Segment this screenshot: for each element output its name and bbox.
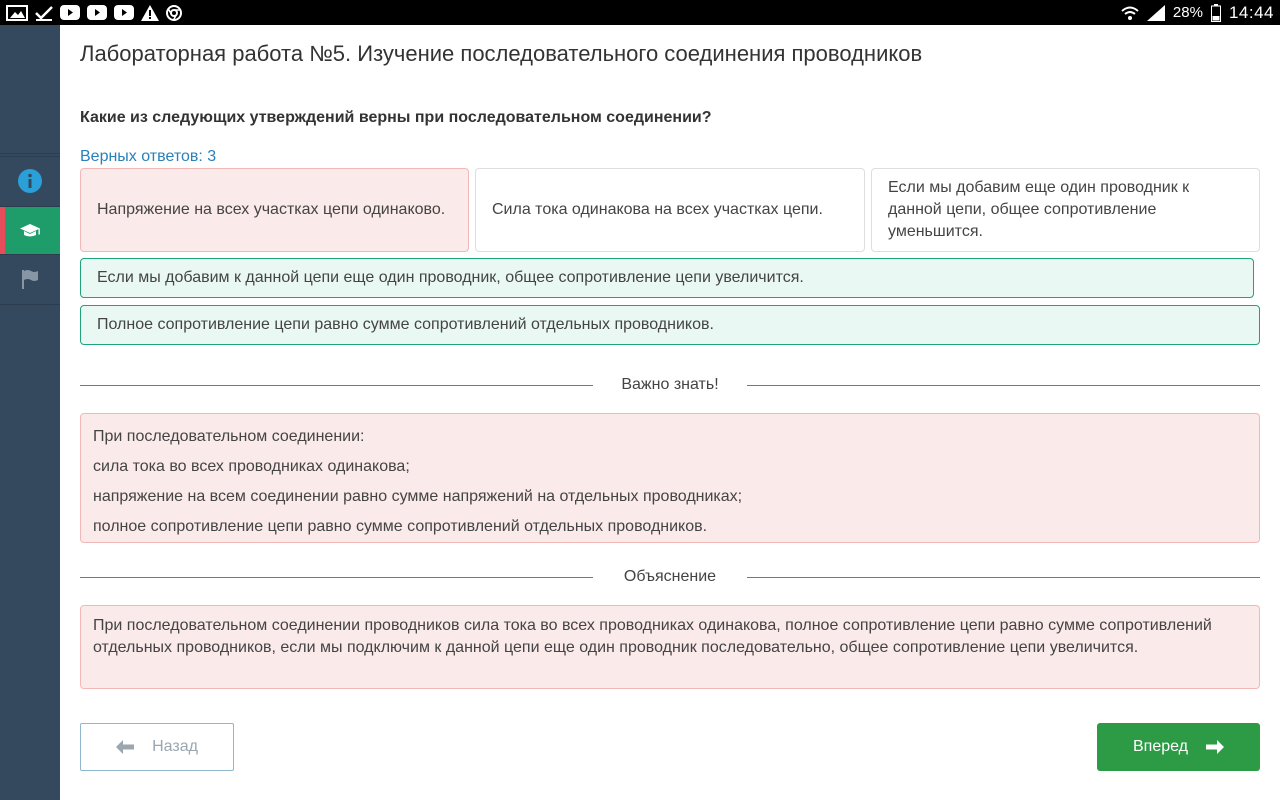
important-box [80,413,1260,543]
youtube-icon [60,5,80,20]
important-line: полное сопротивление цепи равно сумме сопротивлений отдельных проводников. [93,518,708,535]
youtube-icon [87,5,107,20]
important-line: сила тока во всех проводниках одинакова; [93,458,410,475]
answer-option-2[interactable] [475,168,865,252]
check-icon [35,5,53,21]
back-button-label: Назад [152,738,198,755]
sidebar-item-info[interactable] [0,156,60,204]
sidebar [0,25,60,800]
flag-icon [20,269,40,289]
sidebar-item-flag[interactable] [0,254,60,302]
page-title: Лабораторная работа №5. Изучение последовательного соединения проводников [80,41,923,66]
arrow-right-icon [1206,740,1224,754]
graduation-cap-icon [19,223,41,239]
explanation-box [80,605,1260,689]
explanation-text: При последовательном соединении проводников сила тока во всех проводниках одинакова, полное сопротивление цепи равно сумме сопротивлений отдельных проводников, если мы подключим к данной цепи еще один проводник последовательно, общее сопротивление цепи увеличится. [93,617,1212,656]
question-text: Какие из следующих утверждений верны при последовательном соединении? [80,109,712,126]
next-button-label: Вперед [1132,738,1188,755]
battery-icon [1211,4,1221,22]
answer-text: Сила тока одинакова на всех участках цепи. [492,201,823,218]
correct-answers-count: Верных ответов: 3 [80,148,217,165]
important-heading: Важно знать! [621,376,719,393]
battery-percent: 28% [1172,4,1203,21]
back-button[interactable] [80,723,234,771]
next-button[interactable] [1097,723,1260,771]
gallery-icon [6,5,28,21]
sidebar-item-learn[interactable] [0,206,60,254]
important-line: При последовательном соединении: [93,428,365,445]
answer-text: Если мы добавим еще один проводник к данной цепи, общее сопротивление уменьшится. [888,179,1190,240]
answer-text: Полное сопротивление цепи равно сумме сопротивлений отдельных проводников. [97,316,714,333]
answer-option-4[interactable] [80,258,1254,298]
answer-text: Напряжение на всех участках цепи одинаково. [97,201,446,218]
answer-text: Если мы добавим к данной цепи еще один проводник, общее сопротивление цепи увеличится. [97,269,804,286]
signal-icon [1147,5,1165,21]
warning-icon [141,5,159,21]
answer-option-5[interactable] [80,305,1260,345]
notification-icons [6,5,182,21]
youtube-icon [114,5,134,20]
clock: 14:44 [1228,2,1274,22]
answer-option-3[interactable] [871,168,1260,252]
important-line: напряжение на всем соединении равно сумме напряжений на отдельных проводниках; [93,488,743,505]
explanation-divider [80,566,1260,588]
explanation-heading: Объяснение [623,568,717,585]
info-icon [17,168,43,194]
answer-option-1[interactable] [80,168,469,252]
wifi-icon [1121,5,1139,21]
arrow-left-icon [116,740,134,754]
status-bar [0,0,1280,25]
important-divider [80,374,1260,396]
chrome-icon [166,5,182,21]
